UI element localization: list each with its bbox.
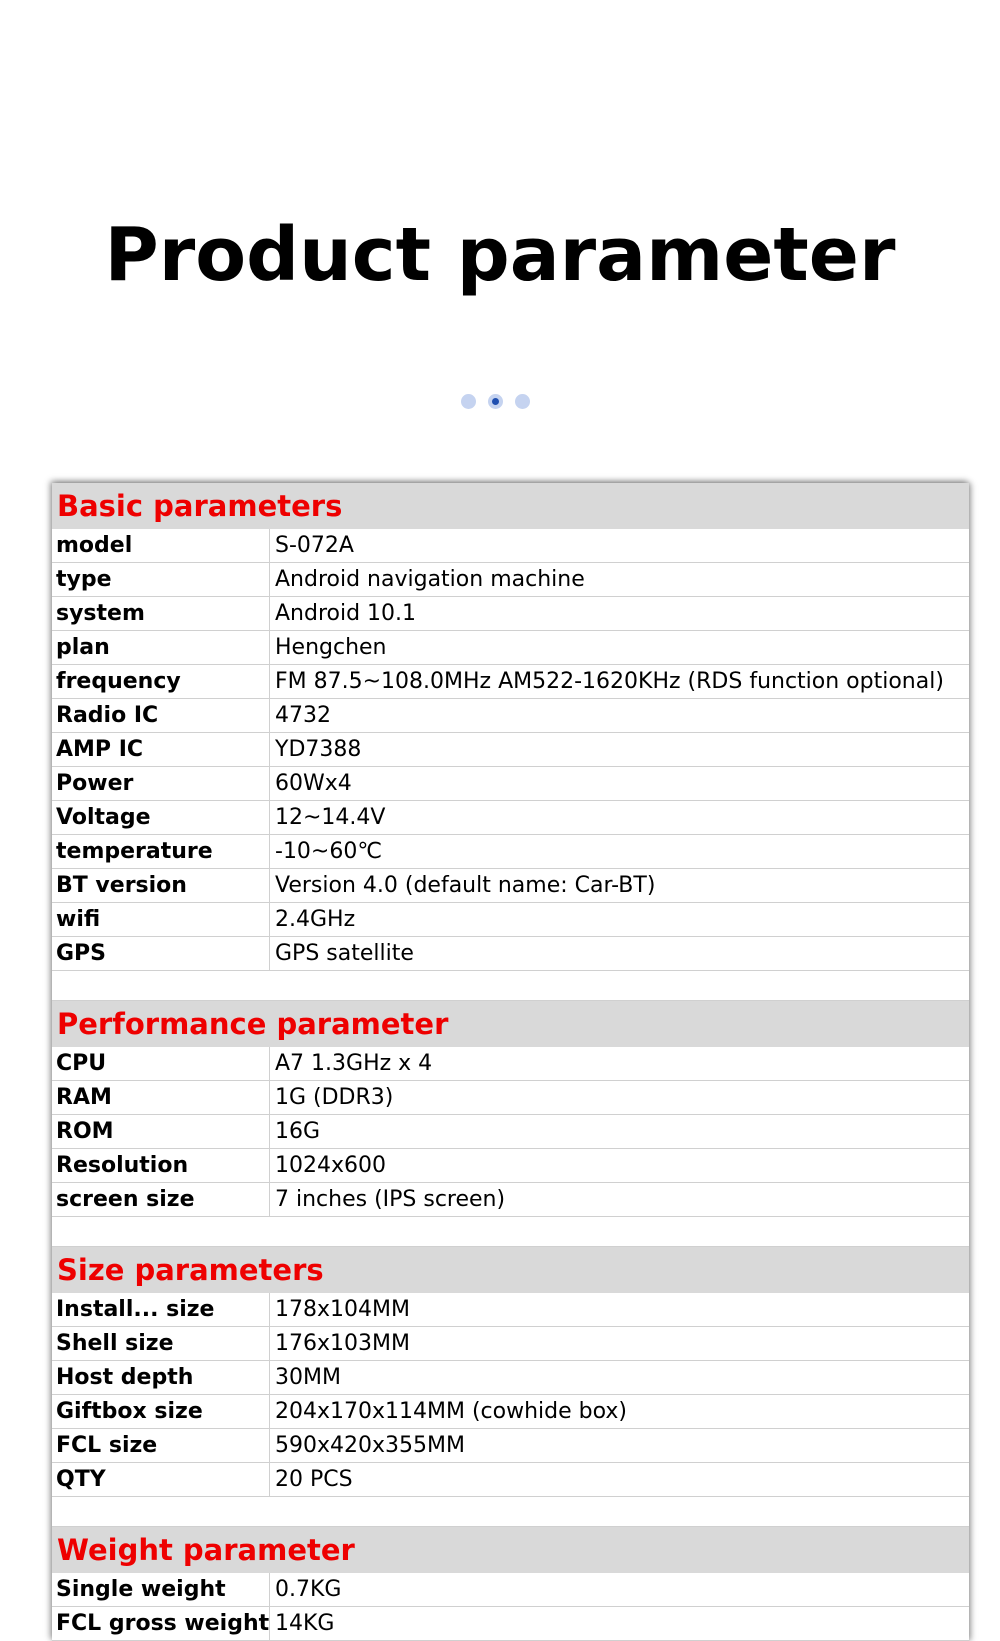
- param-name: model: [52, 529, 270, 562]
- table-row: [52, 1607, 969, 1641]
- param-value: 20 PCS: [275, 1467, 353, 1492]
- param-name: plan: [52, 631, 270, 664]
- param-value: 14KG: [275, 1611, 335, 1636]
- param-name: wifi: [52, 903, 270, 936]
- carousel-dot[interactable]: [515, 394, 530, 409]
- table-row: [52, 1395, 969, 1429]
- param-value: 176x103MM: [275, 1331, 410, 1356]
- param-value: Version 4.0 (default name: Car-BT): [275, 873, 656, 898]
- param-value: A7 1.3GHz x 4: [275, 1051, 433, 1076]
- table-row: [52, 1463, 969, 1497]
- param-name: Radio IC: [52, 699, 270, 732]
- param-value: FM 87.5~108.0MHz AM522-1620KHz (RDS function optional): [275, 669, 944, 694]
- carousel-indicator: [461, 394, 530, 409]
- section-spacer: [52, 1217, 969, 1247]
- param-value: 16G: [275, 1119, 321, 1144]
- table-row: [52, 1429, 969, 1463]
- param-value: GPS satellite: [275, 941, 414, 966]
- param-value: Android navigation machine: [275, 567, 585, 592]
- section-header: Basic parameters: [52, 483, 969, 529]
- param-value: 30MM: [275, 1365, 341, 1390]
- param-value: YD7388: [275, 737, 362, 762]
- table-row: [52, 903, 969, 937]
- table-row: [52, 1573, 969, 1607]
- param-value: 1024x600: [275, 1153, 386, 1178]
- param-name: ROM: [52, 1115, 270, 1148]
- param-value: Android 10.1: [275, 601, 417, 626]
- section-header: Weight parameter: [52, 1527, 969, 1573]
- param-value: 590x420x355MM: [275, 1433, 465, 1458]
- table-row: [52, 767, 969, 801]
- param-value: -10~60℃: [275, 839, 383, 864]
- param-value: S-072A: [275, 533, 354, 558]
- table-row: [52, 1327, 969, 1361]
- param-name: Power: [52, 767, 270, 800]
- param-value: 60Wx4: [275, 771, 352, 796]
- param-name: Single weight: [52, 1573, 270, 1606]
- table-row: [52, 1149, 969, 1183]
- table-row: [52, 563, 969, 597]
- param-name: type: [52, 563, 270, 596]
- table-row: [52, 801, 969, 835]
- table-row: [52, 835, 969, 869]
- table-row: [52, 1183, 969, 1217]
- param-name: QTY: [52, 1463, 270, 1496]
- param-name: RAM: [52, 1081, 270, 1114]
- table-row: [52, 1361, 969, 1395]
- param-name: Host depth: [52, 1361, 270, 1394]
- section-header: Size parameters: [52, 1247, 969, 1293]
- param-name: CPU: [52, 1047, 270, 1080]
- table-row: [52, 1115, 969, 1149]
- param-name: Install... size: [52, 1293, 270, 1326]
- param-value: 2.4GHz: [275, 907, 356, 932]
- table-row: [52, 1293, 969, 1327]
- param-name: FCL gross weight: [52, 1607, 270, 1640]
- table-row: [52, 665, 969, 699]
- table-row: [52, 733, 969, 767]
- param-name: BT version: [52, 869, 270, 902]
- param-name: GPS: [52, 937, 270, 970]
- param-value: 7 inches (IPS screen): [275, 1187, 506, 1212]
- table-row: [52, 869, 969, 903]
- param-value: 0.7KG: [275, 1577, 342, 1602]
- table-row: [52, 597, 969, 631]
- table-row: [52, 1081, 969, 1115]
- table-row: [52, 937, 969, 971]
- param-name: FCL size: [52, 1429, 270, 1462]
- param-name: Giftbox size: [52, 1395, 270, 1428]
- section-spacer: [52, 971, 969, 1001]
- param-name: Voltage: [52, 801, 270, 834]
- param-name: Resolution: [52, 1149, 270, 1182]
- table-row: [52, 699, 969, 733]
- param-name: temperature: [52, 835, 270, 868]
- param-name: AMP IC: [52, 733, 270, 766]
- table-row: [52, 529, 969, 563]
- param-value: 4732: [275, 703, 331, 728]
- param-name: screen size: [52, 1183, 270, 1216]
- carousel-dot-active[interactable]: [488, 394, 503, 409]
- page-title: Product parameter: [104, 212, 896, 298]
- param-name: frequency: [52, 665, 270, 698]
- param-value: 12~14.4V: [275, 805, 386, 830]
- section-spacer: [52, 1497, 969, 1527]
- param-value: 178x104MM: [275, 1297, 410, 1322]
- table-row: [52, 1047, 969, 1081]
- carousel-dot[interactable]: [461, 394, 476, 409]
- param-name: system: [52, 597, 270, 630]
- param-value: 204x170x114MM (cowhide box): [275, 1399, 627, 1424]
- table-row: [52, 631, 969, 665]
- parameter-table: [52, 483, 969, 1641]
- param-value: Hengchen: [275, 635, 387, 660]
- param-name: Shell size: [52, 1327, 270, 1360]
- section-header: Performance parameter: [52, 1001, 969, 1047]
- param-value: 1G (DDR3): [275, 1085, 394, 1110]
